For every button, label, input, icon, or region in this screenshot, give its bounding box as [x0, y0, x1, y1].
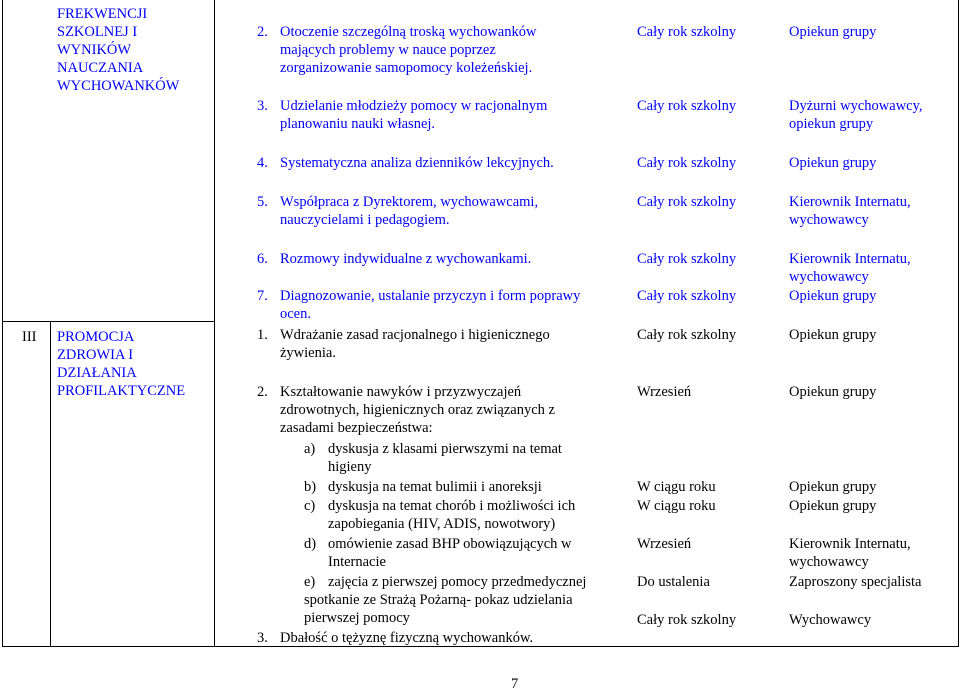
section-heading-promocja: [57, 328, 185, 400]
heading-line: PROMOCJA: [57, 329, 135, 345]
heading-line: NAUCZANIA: [57, 60, 144, 76]
task-line: zdrowotnych, higienicznych oraz związanych z: [280, 402, 555, 418]
task-text: [280, 287, 580, 323]
heading-line: DZIAŁANIA: [57, 365, 137, 381]
task-number: 4.: [257, 155, 268, 171]
task-term: Cały rok szkolny: [637, 251, 737, 267]
column-divider-2: [214, 0, 215, 647]
task-responsible: [789, 193, 911, 229]
heading-line: WYNIKÓW: [57, 42, 132, 58]
task-line: Kształtowanie nawyków i przyzwyczajeń: [280, 384, 522, 400]
task-line: Systematyczna analiza dzienników lekcyjnych.: [280, 155, 554, 171]
responsible-line: wychowawcy: [789, 554, 869, 570]
task-line: zorganizowanie samopomocy koleżeńskiej.: [280, 60, 533, 76]
task-responsible: [789, 250, 911, 286]
responsible-line: Opiekun grupy: [789, 24, 877, 40]
task-number: 6.: [257, 251, 268, 267]
subitem-line: pierwszej pomocy: [304, 610, 410, 626]
task-line: Udzielanie młodzieży pomocy w racjonalnym: [280, 98, 548, 114]
task-line: nauczycielami i pedagogiem.: [280, 212, 450, 228]
task-line: ocen.: [280, 306, 311, 322]
task-term: Cały rok szkolny: [637, 194, 737, 210]
subitem-text: [328, 497, 575, 533]
task-text: Dbałość o tężyznę fizyczną wychowanków.: [280, 630, 534, 646]
heading-line: WYCHOWANKÓW: [57, 78, 180, 94]
subitem-text: [328, 478, 542, 496]
subitem-term: Do ustalenia: [637, 574, 710, 590]
task-text: [280, 383, 555, 437]
responsible-line: wychowawcy: [789, 212, 869, 228]
task-line: Wdrażanie zasad racjonalnego i higienicznego: [280, 327, 550, 343]
task-term: Cały rok szkolny: [637, 327, 737, 343]
task-number: 1.: [257, 327, 268, 343]
subitem-responsible: Opiekun grupy: [789, 479, 877, 495]
subitem-line: zapobiegania (HIV, ADIS, nowotwory): [328, 516, 556, 532]
subitem-line: spotkanie ze Strażą Pożarną- pokaz udzielania: [304, 592, 573, 608]
subitem-line: dyskusja na temat bulimii i anoreksji: [328, 479, 542, 495]
subitem-extra-responsible: Wychowawcy: [789, 612, 872, 628]
subitem-responsible: Zaproszony specjalista: [789, 574, 922, 590]
responsible-line: Dyżurni wychowawcy,: [789, 98, 923, 114]
subitem-text: [328, 440, 562, 476]
task-text: [280, 193, 538, 229]
task-number: 3.: [257, 98, 268, 114]
task-responsible: Opiekun grupy: [789, 384, 877, 400]
section-roman-number: III: [22, 329, 37, 345]
task-number: 7.: [257, 288, 268, 304]
subitem-extra-term: Cały rok szkolny: [637, 612, 737, 628]
subitem-letter: a): [304, 441, 316, 457]
subitem-letter: b): [304, 479, 317, 495]
table-border-right: [958, 0, 959, 646]
page-number: 7: [511, 676, 519, 692]
responsible-line: Opiekun grupy: [789, 155, 877, 171]
subitem-responsible: Opiekun grupy: [789, 498, 877, 514]
heading-line: ZDROWIA I: [57, 347, 134, 363]
task-line: mających problemy w nauce poprzez: [280, 42, 496, 58]
heading-line: PROFILAKTYCZNE: [57, 383, 186, 399]
subitem-responsible: [789, 535, 911, 571]
subitem-line: higieny: [328, 459, 372, 475]
subitem-text: [328, 535, 571, 571]
column-divider-1: [50, 321, 51, 647]
responsible-line: wychowawcy: [789, 269, 869, 285]
task-number: 2.: [257, 384, 268, 400]
responsible-line: Kierownik Internatu,: [789, 194, 911, 210]
task-line: Rozmowy indywidualne z wychowankami.: [280, 251, 532, 267]
subitem-line: omówienie zasad BHP obowiązujących w: [328, 536, 572, 552]
section-heading-frekwencja: [57, 5, 179, 95]
responsible-line: Kierownik Internatu,: [789, 536, 911, 552]
task-term: Cały rok szkolny: [637, 98, 737, 114]
subitem-letter: d): [304, 536, 317, 552]
task-line: zasadami bezpieczeństwa:: [280, 420, 433, 436]
task-responsible: [789, 154, 876, 172]
task-term: Cały rok szkolny: [637, 24, 737, 40]
subitem-letter: e): [304, 574, 316, 590]
task-responsible: [789, 287, 876, 305]
task-number: 5.: [257, 194, 268, 210]
task-text: [280, 326, 550, 362]
task-responsible: Opiekun grupy: [789, 327, 877, 343]
heading-line: SZKOLNEJ I: [57, 24, 138, 40]
subitem-term: W ciągu roku: [637, 498, 716, 514]
subitem-letter: c): [304, 498, 316, 514]
task-line: Diagnozowanie, ustalanie przyczyn i form poprawy: [280, 288, 581, 304]
task-responsible: [789, 97, 923, 133]
task-term: Cały rok szkolny: [637, 155, 737, 171]
task-line: planowaniu nauki własnej.: [280, 116, 436, 132]
row-divider: [2, 321, 215, 322]
task-term: Cały rok szkolny: [637, 288, 737, 304]
subitem-term: W ciągu roku: [637, 479, 716, 495]
task-term: Wrzesień: [637, 384, 692, 400]
heading-line: FREKWENCJI: [57, 6, 148, 22]
responsible-line: Opiekun grupy: [789, 288, 877, 304]
subitem-line: zajęcia z pierwszej pomocy przedmedycznej: [328, 574, 587, 590]
task-text: [280, 250, 531, 268]
subitem-text: [304, 573, 586, 627]
responsible-line: Kierownik Internatu,: [789, 251, 911, 267]
task-line: Współpraca z Dyrektorem, wychowawcami,: [280, 194, 539, 210]
subitem-term: Wrzesień: [637, 536, 692, 552]
task-text: [280, 154, 554, 172]
task-line: żywienia.: [280, 345, 336, 361]
task-text: [280, 23, 536, 77]
subitem-line: Internacie: [328, 554, 386, 570]
subitem-line: dyskusja na temat chorób i możliwości ich: [328, 498, 576, 514]
task-responsible: [789, 23, 876, 41]
task-number: 3.: [257, 630, 268, 646]
subitem-line: dyskusja z klasami pierwszymi na temat: [328, 441, 562, 457]
responsible-line: opiekun grupy: [789, 116, 874, 132]
task-text: [280, 97, 547, 133]
task-line: Otoczenie szczególną troską wychowanków: [280, 24, 537, 40]
table-border-left: [2, 0, 3, 646]
task-number: 2.: [257, 24, 268, 40]
